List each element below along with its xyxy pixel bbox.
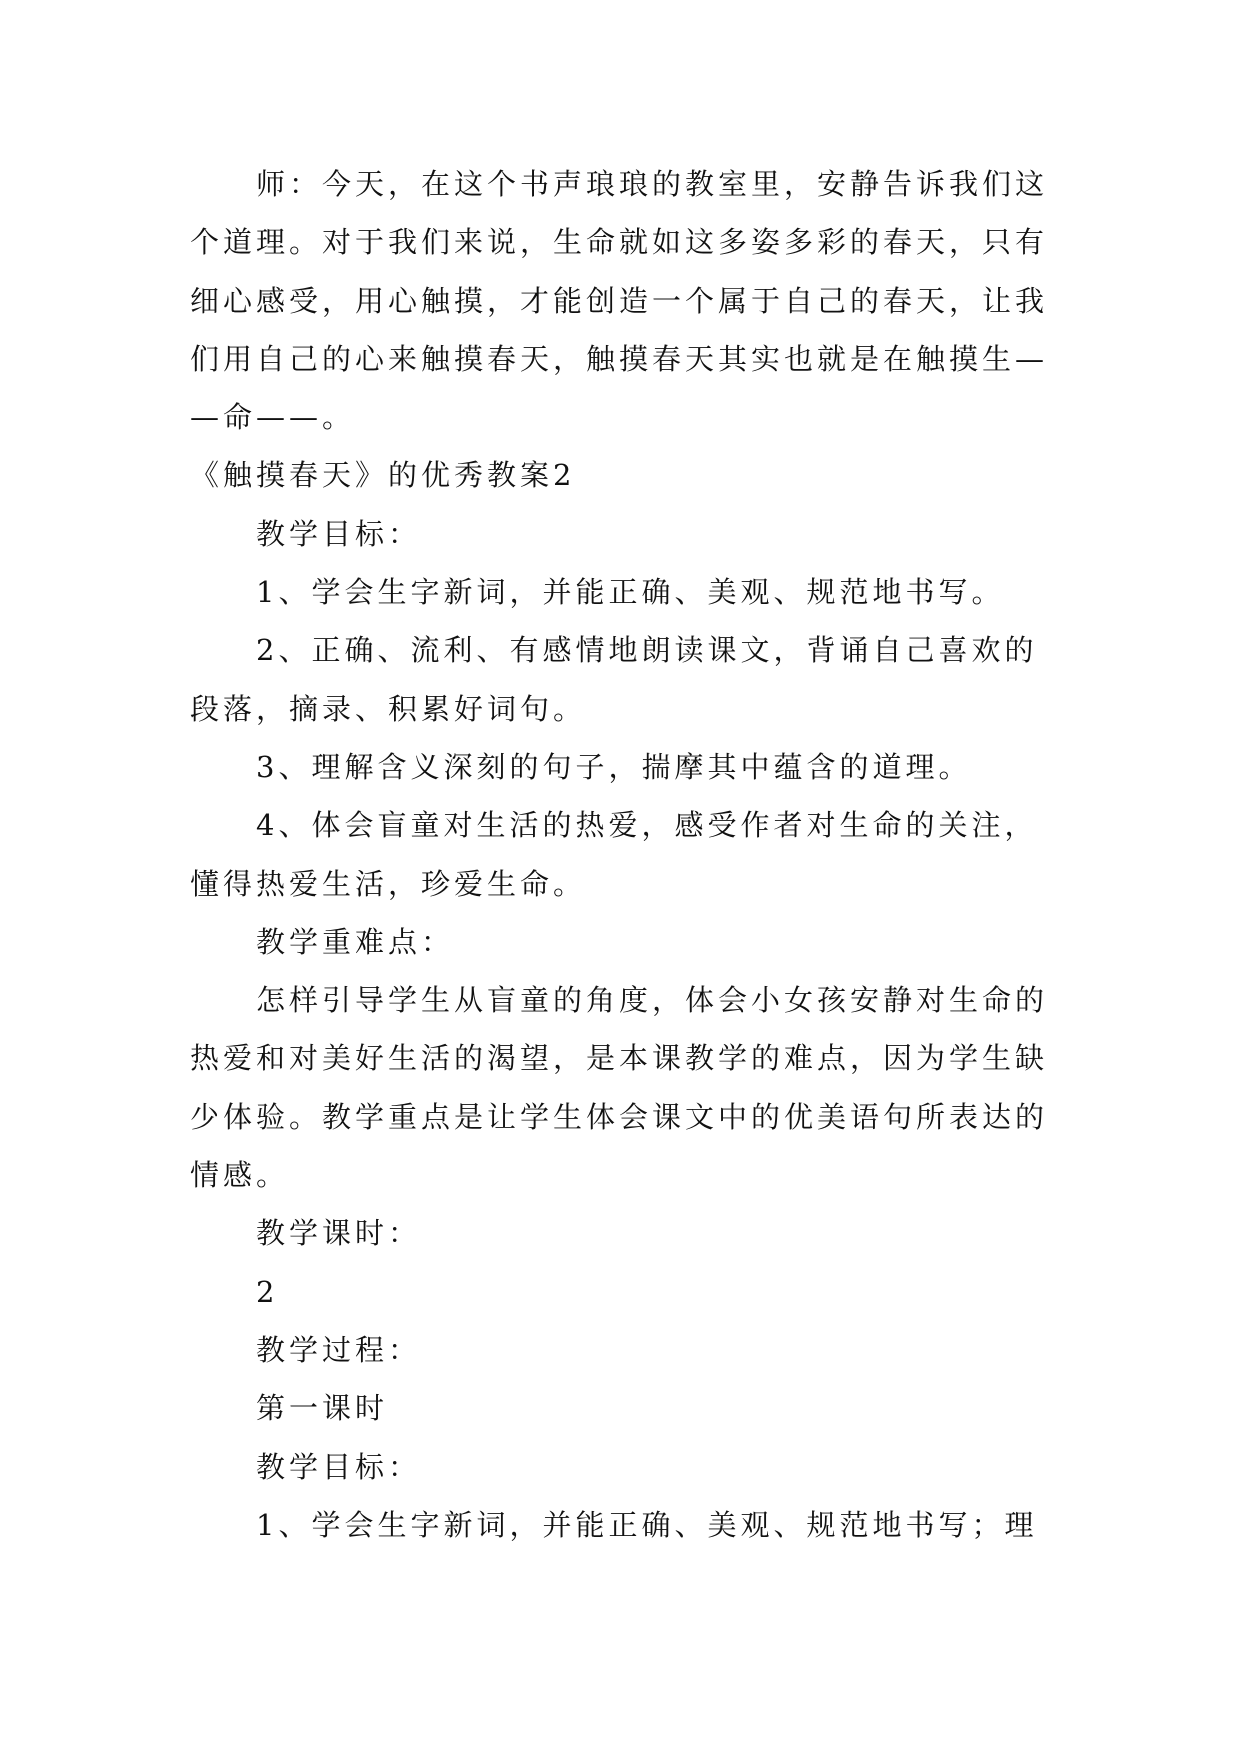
text-line: 细心感受，用心触摸，才能创造一个属于自己的春天，让我 — [190, 283, 1049, 318]
list-item: 1、学会生字新词，并能正确、美观、规范地书写；理 — [256, 1507, 1038, 1542]
text-line: 段落，摘录、积累好词句。 — [190, 691, 587, 726]
heading-line: 第一课时 — [256, 1391, 389, 1426]
text-line: 懂得热爱生活，珍爱生命。 — [190, 866, 587, 901]
text-line: —命——。 — [190, 400, 356, 435]
heading-line: 教学过程： — [256, 1332, 422, 1367]
text-line: 个道理。对于我们来说，生命就如这多姿多彩的春天，只有 — [190, 225, 1049, 260]
list-item: 4、体会盲童对生活的热爱，感受作者对生命的关注， — [256, 808, 1038, 843]
heading-line: 教学目标： — [256, 516, 422, 551]
list-item: 1、学会生字新词，并能正确、美观、规范地书写。 — [256, 575, 1005, 610]
text-line: 师：今天，在这个书声琅琅的教室里，安静告诉我们这 — [256, 167, 1049, 201]
section-title: 《触摸春天》的优秀教案2 — [190, 458, 576, 493]
list-item: 2、正确、流利、有感情地朗读课文，背诵自己喜欢的 — [256, 633, 1038, 668]
heading-line: 教学课时： — [256, 1216, 422, 1251]
heading-line: 教学重难点： — [256, 924, 455, 959]
document-body — [190, 155, 1052, 1554]
text-line: 2 — [256, 1274, 279, 1309]
text-line: 热爱和对美好生活的渴望，是本课教学的难点，因为学生缺 — [190, 1041, 1049, 1076]
list-item: 3、理解含义深刻的句子，揣摩其中蕴含的道理。 — [256, 749, 972, 784]
text-line: 们用自己的心来触摸春天，触摸春天其实也就是在触摸生— — [190, 341, 1049, 376]
heading-line: 教学目标： — [256, 1449, 422, 1484]
text-line: 少体验。教学重点是让学生体会课文中的优美语句所表达的 — [190, 1099, 1049, 1134]
text-line: 怎样引导学生从盲童的角度，体会小女孩安静对生命的 — [256, 983, 1049, 1018]
text-line: 情感。 — [190, 1158, 290, 1193]
